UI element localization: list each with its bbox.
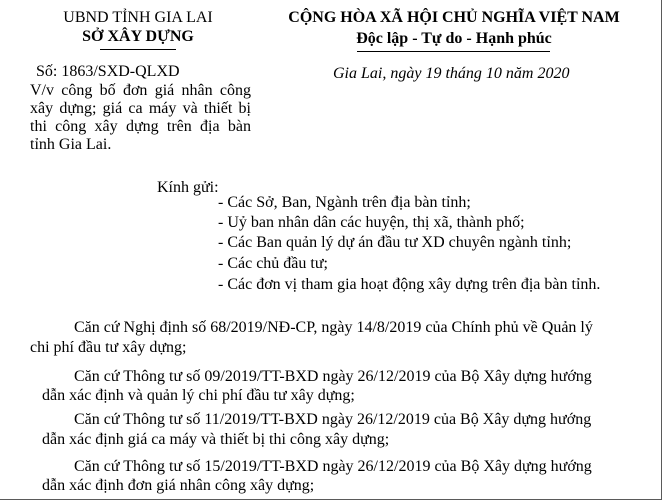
- national-motto: Độc lập - Tự do - Hạnh phúc: [356, 30, 552, 47]
- recipient-item: - Các đơn vị tham gia hoạt động xây dựng trên địa bàn tỉnh.: [218, 276, 601, 293]
- date-place: Gia Lai, ngày: [333, 65, 422, 82]
- recipients-label: Kính gửi:: [157, 179, 219, 196]
- doc-number-value: 1863: [61, 63, 94, 80]
- legal-basis-line: Căn cứ Nghị định số 68/2019/NĐ-CP, ngày 14/8/2019 của Chính phủ về Quản lý: [74, 319, 593, 336]
- agency-name: SỞ XÂY DỰNG: [82, 28, 194, 45]
- subject-line: xây dựng; giá ca máy và thiết bị: [30, 100, 251, 117]
- subject-line: tỉnh Gia Lai.: [30, 136, 112, 153]
- subject-line: V/v công bố đơn giá nhân công: [30, 82, 251, 99]
- legal-basis-line: dẫn xác định đơn giá nhân công xây dựng;: [42, 477, 315, 494]
- legal-basis-line: dẫn xác định và quản lý chi phí đầu tư xây dựng;: [42, 387, 355, 404]
- date-month-label: tháng: [445, 65, 482, 82]
- date-line: [333, 64, 569, 84]
- doc-number-prefix: Số:: [36, 63, 58, 80]
- document-number: [36, 62, 180, 82]
- legal-basis-line: Căn cứ Thông tư số 11/2019/TT-BXD ngày 26/12/2019 của Bộ Xây dựng hướng: [74, 411, 592, 428]
- recipient-item: - Các Sở, Ban, Ngành trên địa bàn tỉnh;: [218, 194, 471, 211]
- legal-basis-line: dẫn xác định giá ca máy và thiết bị thi công xây dựng;: [42, 431, 390, 448]
- recipient-item: - Uỷ ban nhân dân các huyện, thị xã, thành phố;: [218, 214, 525, 231]
- legal-basis-line: chi phí đầu tư xây dựng;: [30, 339, 187, 356]
- national-title: CỘNG HÒA XÃ HỘI CHỦ NGHĨA VIỆT NAM: [288, 9, 620, 26]
- date-day: 19: [425, 65, 442, 82]
- legal-basis-line: Căn cứ Thông tư số 09/2019/TT-BXD ngày 26/12/2019 của Bộ Xây dựng hướng: [74, 368, 592, 385]
- date-month: 10: [485, 65, 502, 82]
- date-year: năm 2020: [505, 65, 570, 82]
- agency-parent: UBND TỈNH GIA LAI: [63, 9, 213, 26]
- agency-underline: [100, 49, 176, 50]
- doc-number-suffix: /SXD-QLXD: [93, 63, 180, 80]
- motto-underline: [357, 51, 550, 52]
- recipient-item: - Các chủ đầu tư;: [218, 255, 328, 272]
- legal-basis-line: Căn cứ Thông tư số 15/2019/TT-BXD ngày 26/12/2019 của Bộ Xây dựng hướng: [74, 458, 592, 475]
- subject-line: thi công xây dựng trên địa bàn: [30, 118, 251, 135]
- recipient-item: - Các Ban quản lý dự án đầu tư XD chuyên ngành tỉnh;: [218, 234, 572, 251]
